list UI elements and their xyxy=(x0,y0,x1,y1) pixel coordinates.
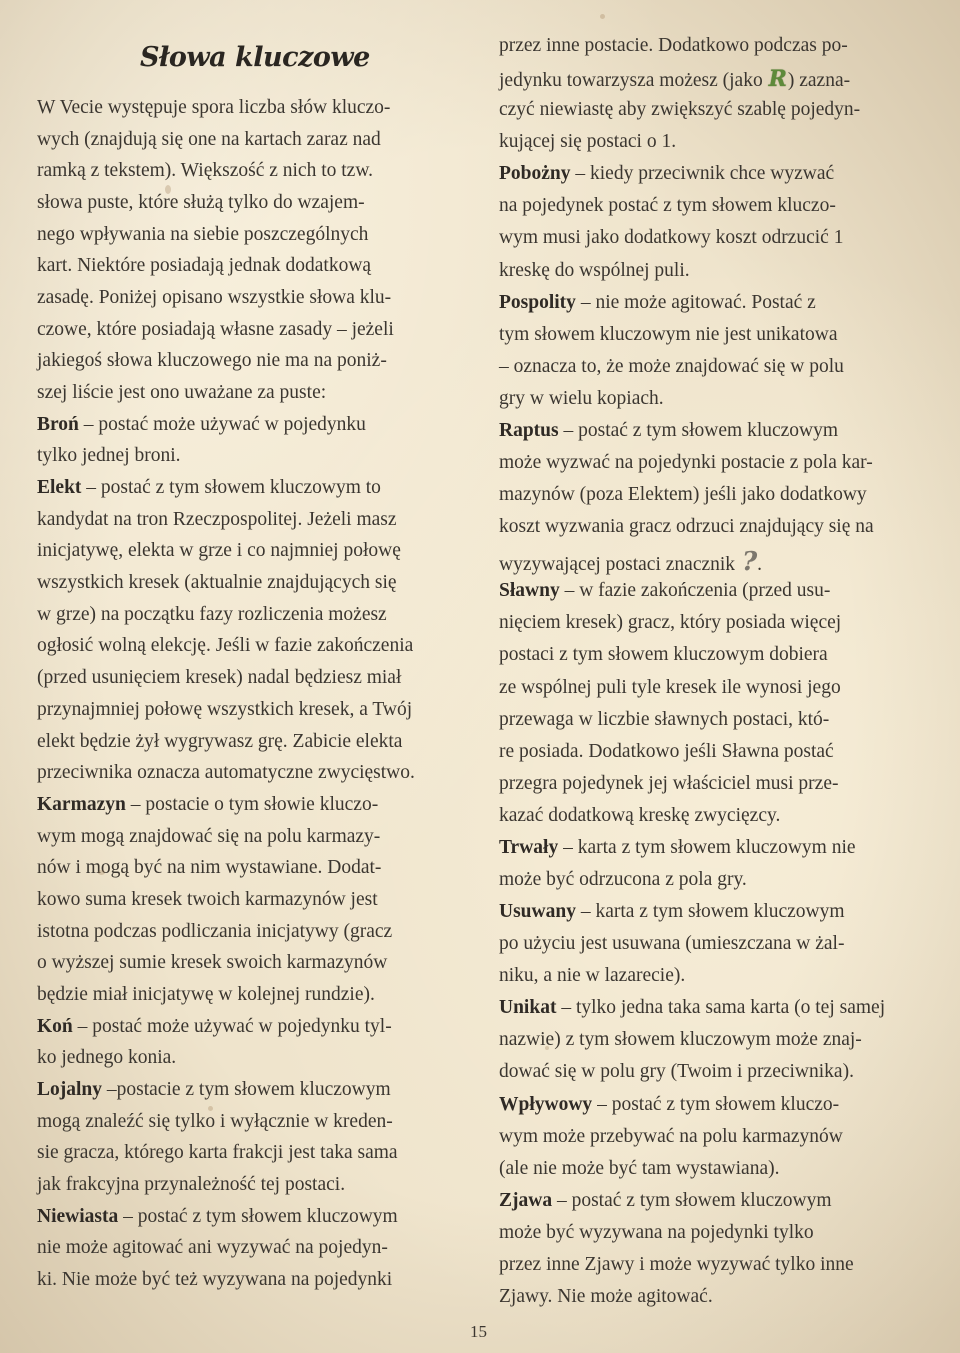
challenge-marker-icon: ? xyxy=(741,547,758,578)
keyword-term: Niewiasta xyxy=(37,1205,119,1227)
keyword-term: Trwały xyxy=(499,836,559,858)
text-line xyxy=(37,320,394,340)
text-line xyxy=(499,710,829,730)
text-line xyxy=(37,1270,392,1290)
ink-spatter xyxy=(545,1046,549,1050)
text-line xyxy=(499,838,856,858)
text-run: – postać z tym słowem kluczowym to xyxy=(81,477,381,499)
text-line xyxy=(37,985,375,1005)
text-run: nie może agitować ani wyzywać na pojedyn- xyxy=(37,1237,388,1259)
text-line xyxy=(499,678,841,698)
text-run: ki. Nie może być też wyzywana na pojedynki xyxy=(37,1269,393,1290)
text-run: wszystkich kresek (aktualnie znajdujących się xyxy=(37,572,397,594)
text-line xyxy=(37,858,381,878)
text-line xyxy=(499,1223,814,1243)
text-run: ramką z tekstem). Większość z nich to tzw. xyxy=(37,160,374,182)
text-line xyxy=(37,763,415,783)
text-run: – postać może używać w pojedynku tyl- xyxy=(72,1015,392,1037)
text-line xyxy=(499,806,780,826)
text-run: będzie miał inicjatywę w kolejnej rundzie). xyxy=(37,983,375,1005)
page-number: 15 xyxy=(470,1322,487,1341)
text-line xyxy=(37,130,381,150)
text-line xyxy=(499,1062,854,1082)
text-line xyxy=(499,453,873,473)
text-line xyxy=(37,636,413,656)
text-run: kowo suma kresek twoich karmazynów jest xyxy=(37,888,378,910)
text-run: czyć niewiastę aby zwiększyć szablę pojedyn- xyxy=(499,99,861,121)
ink-spatter xyxy=(208,1106,213,1111)
text-run: kart. Niektóre posiadają jednak dodatkową xyxy=(37,255,372,277)
ink-spatter xyxy=(165,185,171,194)
text-run: Zjawy. Nie może agitować. xyxy=(499,1286,713,1307)
text-run: czowe, które posiadają własne zasady – jeżeli xyxy=(37,318,394,340)
text-line xyxy=(499,357,844,377)
keyword-term: Unikat xyxy=(499,997,557,1019)
text-run: może być odrzucona z pola gry. xyxy=(499,869,747,890)
text-line xyxy=(499,902,845,922)
text-line xyxy=(37,351,387,371)
text-run: nego wpływania na siebie poszczególnych xyxy=(37,223,369,245)
text-run: mazynów (poza Elektem) jeśli jako dodatkowy xyxy=(499,484,867,506)
text-run: niku, a nie w lazarecie). xyxy=(499,965,686,987)
text-line xyxy=(499,581,830,601)
text-line xyxy=(37,225,368,245)
text-run: – karta z tym słowem kluczowym nie xyxy=(558,836,856,858)
keyword-term: Raptus xyxy=(499,419,559,441)
text-line xyxy=(499,485,867,505)
text-run: przegra pojedynek jej właściciel musi prze- xyxy=(499,772,839,794)
text-line xyxy=(499,870,747,890)
text-run: kazać dodatkową kreskę zwycięzcy. xyxy=(499,804,781,826)
text-line xyxy=(37,700,412,720)
text-line xyxy=(499,196,836,216)
keyword-term: Usuwany xyxy=(499,901,576,923)
text-run: inicjatywę, elekta w grze i co najmniej połowę xyxy=(37,540,401,562)
text-run: – postać z tym słowem kluczowym xyxy=(558,419,839,441)
text-run: przeciwnika oznacza automatyczne zwycięstwo. xyxy=(37,762,415,784)
text-run: –postacie z tym słowem kluczowym xyxy=(102,1078,391,1100)
text-run: o wyższej sumie kresek swoich karmazynów xyxy=(37,952,388,974)
text-line xyxy=(37,573,397,593)
text-run: – postać może używać w pojedynku xyxy=(78,413,366,435)
text-run: – oznacza to, że może znajdować się w polu xyxy=(499,355,844,377)
text-line xyxy=(37,953,387,973)
text-line xyxy=(499,421,838,441)
text-line xyxy=(499,934,844,954)
text-line xyxy=(499,517,874,537)
text-run: koszt wyzwania gracz odrzuci znajdujący się na xyxy=(499,516,874,538)
keyword-term: Koń xyxy=(37,1015,73,1037)
text-line xyxy=(499,966,685,986)
text-line xyxy=(37,922,392,942)
keyword-term: Sławny xyxy=(499,580,560,602)
text-run: może wyzwać na pojedynki postacie z pola kar- xyxy=(499,452,873,473)
text-run: tylko jednej broni. xyxy=(37,445,181,467)
text-run: kreskę do wspólnej puli. xyxy=(499,259,690,281)
text-run: szej liście jest ono uważane za puste: xyxy=(37,382,327,404)
text-line xyxy=(37,1238,388,1258)
keyword-term: Pospolity xyxy=(499,291,576,313)
text-line xyxy=(37,795,378,815)
text-line xyxy=(499,164,834,184)
text-run: jedynku towarzysza możesz (jako xyxy=(499,70,768,92)
text-line xyxy=(37,510,397,530)
r-symbol-icon: R xyxy=(768,66,787,93)
ink-spatter xyxy=(98,870,105,875)
keyword-term: Elekt xyxy=(37,477,82,499)
text-run: ) zazna- xyxy=(787,70,851,92)
text-line xyxy=(37,1207,398,1227)
keyword-term: Karmazyn xyxy=(37,793,126,815)
text-line xyxy=(37,256,371,276)
text-line xyxy=(499,1030,862,1050)
text-line xyxy=(37,732,402,752)
text-run: może być wyzywana na pojedynki tylko xyxy=(499,1221,814,1243)
keyword-term: Zjawa xyxy=(499,1189,553,1211)
text-run: – postać z tym słowem kluczowym xyxy=(118,1205,398,1227)
text-run: dować się w polu gry (Twoim i przeciwnika). xyxy=(499,1061,854,1083)
text-run: przez inne Zjawy i może wyzywać tylko inne xyxy=(499,1253,854,1275)
text-run: wym może przebywać na polu karmazynów xyxy=(499,1125,843,1147)
text-run: ze wspólnej puli tyle kresek ile wynosi jego xyxy=(499,676,841,698)
text-run: – postacie o tym słowie kluczo- xyxy=(125,793,379,815)
text-run: wym musi jako dodatkowy koszt odrzucić 1 xyxy=(499,227,844,249)
text-run: w grze) na początku fazy rozliczenia możesz xyxy=(37,603,387,625)
text-line xyxy=(37,193,365,213)
text-line xyxy=(499,261,690,281)
text-line xyxy=(37,827,380,847)
text-run: po użyciu jest usuwana (umieszczana w żal- xyxy=(499,933,845,955)
text-run: mogą znaleźć się tylko i wyłącznie w kreden- xyxy=(37,1110,393,1132)
page-title: Słowa kluczowe xyxy=(140,42,370,73)
text-run: przez inne postacie. Dodatkowo podczas po- xyxy=(499,35,848,56)
text-run: – tylko jedna taka sama karta (o tej samej xyxy=(556,997,886,1019)
text-line xyxy=(37,1048,176,1068)
text-run: na pojedynek postać z tym słowem kluczo- xyxy=(499,195,836,217)
text-run: przynajmniej połowę wszystkich kresek, a Twój xyxy=(37,698,413,720)
text-run: jakiegoś słowa kluczowego nie ma na poniż- xyxy=(37,350,387,372)
text-run: przewaga w liczbie sławnych postaci, któ- xyxy=(499,708,830,730)
text-line xyxy=(499,1255,854,1275)
ink-spatter xyxy=(600,14,605,19)
text-line xyxy=(499,100,860,120)
text-line xyxy=(499,998,885,1018)
text-line xyxy=(37,288,391,308)
text-run: – kiedy przeciwnik chce wyzwać xyxy=(570,163,835,185)
text-run: nięciem kresek) gracz, który posiada więcej xyxy=(499,612,842,634)
text-line xyxy=(37,1143,398,1163)
text-line xyxy=(499,1159,779,1179)
text-line xyxy=(37,161,373,181)
text-run: – postać z tym słowem kluczo- xyxy=(592,1093,840,1115)
text-run: W Vecie występuje spora liczba słów kluczo- xyxy=(37,97,391,118)
text-run: ogłosić wolną elekcję. Jeśli w fazie zakończenia xyxy=(37,635,414,657)
text-run: wych (znajdują się one na kartach zaraz nad xyxy=(37,128,381,150)
text-line xyxy=(37,1080,391,1100)
text-run: nazwie) z tym słowem kluczowym może znaj- xyxy=(499,1029,862,1051)
text-run: tym słowem kluczowym nie jest unikatowa xyxy=(499,323,838,345)
text-run: istotna podczas podliczania inicjatywy (gracz xyxy=(37,920,393,942)
text-run: re posiada. Dodatkowo jeśli Sławna postać xyxy=(499,740,834,762)
text-line xyxy=(37,1112,393,1132)
text-line xyxy=(499,228,843,248)
text-line xyxy=(37,478,381,498)
keyword-term: Broń xyxy=(37,413,79,435)
keyword-term: Wpływowy xyxy=(499,1093,593,1115)
text-run: – karta z tym słowem kluczowym xyxy=(575,901,845,923)
text-run: słowa puste, które służą tylko do wzajem- xyxy=(37,192,365,214)
text-line xyxy=(499,1095,839,1115)
text-line xyxy=(499,389,664,409)
text-run: – nie może agitować. Postać z xyxy=(575,291,816,313)
text-run: zasadę. Poniżej opisano wszystkie słowa klu- xyxy=(37,287,392,309)
text-run: wym mogą znajdować się na polu karmazy- xyxy=(37,825,381,847)
text-run: elekt będzie żył wygrywasz grę. Zabicie elekta xyxy=(37,730,403,752)
text-line xyxy=(499,1127,843,1147)
text-line xyxy=(499,1191,832,1211)
text-line xyxy=(499,1287,713,1307)
text-run: postaci z tym słowem kluczowym dobiera xyxy=(499,644,828,666)
text-line xyxy=(499,645,828,665)
text-run: nów i mogą być na nim wystawiane. Dodat- xyxy=(37,857,382,879)
text-line xyxy=(499,293,816,313)
text-run: jak frakcyjna przynależność tej postaci. xyxy=(37,1173,346,1195)
text-line xyxy=(37,415,366,435)
text-line xyxy=(499,547,763,578)
text-line xyxy=(499,774,838,794)
text-line xyxy=(37,1175,345,1195)
text-line xyxy=(37,1017,392,1037)
text-run: gry w wielu kopiach. xyxy=(499,387,664,409)
text-run: . xyxy=(757,554,763,576)
text-run: ko jednego konia. xyxy=(37,1047,177,1069)
keyword-term: Lojalny xyxy=(37,1078,103,1100)
text-run: – postać z tym słowem kluczowym xyxy=(552,1189,832,1211)
text-line xyxy=(499,132,676,152)
text-run: kandydat na tron Rzeczpospolitej. Jeżeli masz xyxy=(37,508,397,530)
text-line xyxy=(37,446,181,466)
text-line xyxy=(37,605,387,625)
text-run: (przed usunięciem kresek) nadal będziesz miał xyxy=(37,667,402,689)
text-run: kującej się postaci o 1. xyxy=(499,131,677,153)
text-line xyxy=(499,68,850,91)
text-line xyxy=(37,668,401,688)
text-run: sie gracza, którego karta frakcji jest taka sama xyxy=(37,1142,398,1164)
text-line xyxy=(499,325,837,345)
text-run: (ale nie może być tam wystawiana). xyxy=(499,1157,780,1179)
keyword-term: Pobożny xyxy=(499,163,571,185)
text-line xyxy=(37,98,390,118)
text-line xyxy=(499,742,834,762)
text-run: – w fazie zakończenia (przed usu- xyxy=(559,580,831,602)
text-line xyxy=(37,541,401,561)
text-line xyxy=(37,383,326,403)
text-run: wyzywającej postaci znacznik xyxy=(499,554,740,576)
text-line xyxy=(37,890,378,910)
text-line xyxy=(499,36,848,56)
text-line xyxy=(499,613,841,633)
